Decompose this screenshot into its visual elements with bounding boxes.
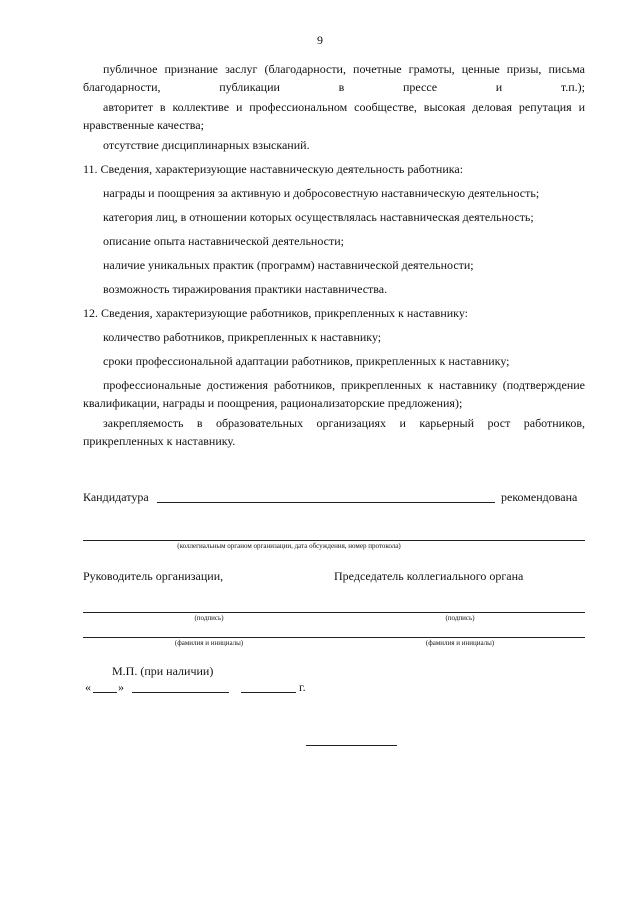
end-divider <box>306 745 397 746</box>
candidacy-label: Кандидатура <box>83 490 149 504</box>
collegial-chairman-label: Председатель коллегиального органа <box>334 569 524 583</box>
date-month-line[interactable] <box>132 692 229 693</box>
candidacy-fill-line[interactable] <box>157 502 495 503</box>
document-body <box>83 60 585 456</box>
date-year-line[interactable] <box>241 692 296 693</box>
recommended-label: рекомендована <box>501 490 578 504</box>
chairman-name-caption: (фамилия и инициалы) <box>425 639 495 647</box>
section-heading: 11. Сведения, характеризующие наставническую деятельность работника: <box>83 162 464 176</box>
date-open-quote: « <box>85 680 91 694</box>
seal-label: М.П. (при наличии) <box>112 664 214 678</box>
name-line[interactable] <box>83 637 585 638</box>
date-day-line[interactable] <box>93 692 117 693</box>
collegial-body-caption: (коллегиальным органом организации, дата обсуждения, номер протокола) <box>177 542 401 550</box>
paragraph: наличие уникальных практик (программ) наставнической деятельности; <box>103 258 474 272</box>
paragraph: сроки профессиональной адаптации работников, прикрепленных к наставнику; <box>103 354 510 368</box>
head-of-organization-label: Руководитель организации, <box>83 569 224 583</box>
paragraph: авторитет в коллективе и профессиональном сообществе, высокая деловая репутация и нравственные качества; <box>83 100 585 132</box>
collegial-body-fill-line[interactable] <box>83 540 585 541</box>
head-name-caption: (фамилия и инициалы) <box>174 639 244 647</box>
signature-line[interactable] <box>83 612 585 613</box>
paragraph: профессиональные достижения работников, прикрепленных к наставнику (подтверждение квалификации, награды и поощрения, рационализаторские предложения); <box>83 378 585 410</box>
paragraph: описание опыта наставнической деятельности; <box>103 234 344 248</box>
year-suffix: г. <box>299 680 306 694</box>
paragraph: закрепляемость в образовательных организациях и карьерный рост работников, прикрепленных к наставнику. <box>83 416 585 448</box>
chairman-signature-caption: (подпись) <box>445 614 475 622</box>
head-signature-caption: (подпись) <box>194 614 224 622</box>
paragraph: количество работников, прикрепленных к наставнику; <box>103 330 382 344</box>
paragraph: публичное признание заслуг (благодарности, почетные грамоты, ценные призы, письма благодарности, публикации в прессе и т.п.); <box>83 62 585 94</box>
section-heading: 12. Сведения, характеризующие работников, прикрепленных к наставнику: <box>83 306 469 320</box>
date-close-quote: » <box>118 680 124 694</box>
page-number: 9 <box>317 33 323 47</box>
paragraph: награды и поощрения за активную и добросовестную наставническую деятельность; <box>103 186 540 200</box>
paragraph: отсутствие дисциплинарных взысканий. <box>103 138 310 152</box>
paragraph: категория лиц, в отношении которых осуществлялась наставническая деятельность; <box>103 210 534 224</box>
paragraph: возможность тиражирования практики наставничества. <box>103 282 388 296</box>
